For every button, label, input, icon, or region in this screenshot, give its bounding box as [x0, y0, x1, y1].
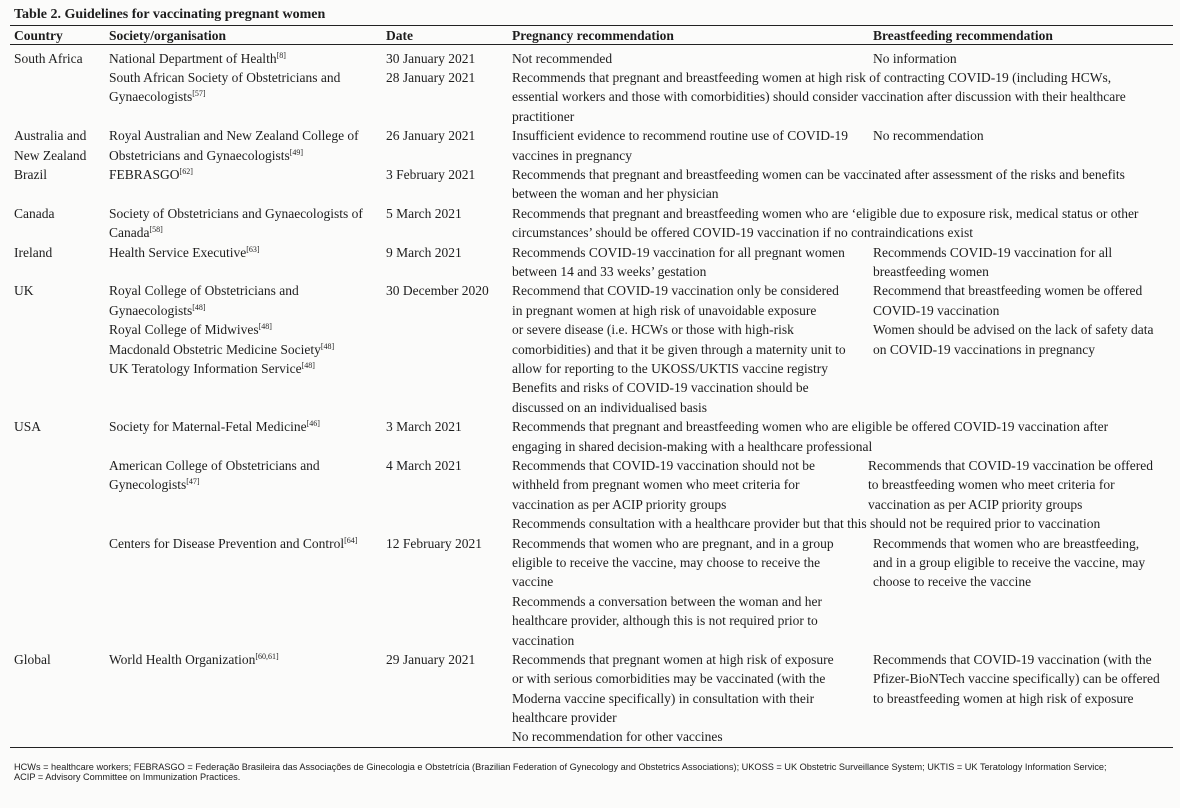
footnote-line: HCWs = healthcare workers; FEBRASGO = Federação Brasileira das Associações de Ginecologia e Obstetrícia (Brazilian Federation of Gynecology and Obstetrics Associations); UKOSS = UK Obstetric Surveillance System; UKTIS = UK Teratology Information Service;	[14, 762, 1107, 772]
row-south-africa-sasog-date-text: 28 January 2021	[386, 70, 476, 85]
row-anz-ranzcog-pregnancy	[512, 146, 632, 165]
row-uk-rcog-pregnancy	[512, 340, 846, 359]
row-uk-rcog-society-text: UK Teratology Information Service	[109, 361, 302, 376]
row-brazil-febrasgo-society	[109, 165, 193, 184]
row-global-who-country-text: Global	[14, 651, 51, 667]
row-canada-sogc-date-text: 5 March 2021	[386, 205, 462, 221]
row-ireland-hse-date	[386, 243, 462, 262]
row-uk-rcog-breastfeeding-text: on COVID-19 vaccinations in pregnancy	[873, 341, 1095, 357]
row-uk-rcog-pregnancy-text: allow for reporting to the UKOSS/UKTIS vaccine registry	[512, 361, 829, 376]
row-anz-ranzcog-society	[109, 146, 303, 165]
row-ireland-hse-country	[14, 243, 52, 262]
row-anz-ranzcog-country	[14, 126, 86, 145]
citation-ref: [64]	[344, 535, 358, 545]
row-global-who-pregnancy-text: Moderna vaccine specifically) in consultation with their	[512, 690, 815, 706]
row-usa-acog-pregnancy-text: withheld from pregnant women who meet criteria for	[512, 477, 800, 493]
row-uk-rcog-society	[109, 359, 315, 378]
row-global-who-breastfeeding-text: Pfizer-BioNTech vaccine specifically) can be offered	[873, 671, 1160, 687]
row-usa-smfm-combined-text: engaging in shared decision-making with a healthcare professional	[512, 438, 873, 454]
row-south-africa-sasog-society-text: South African Society of Obstetricians and	[109, 70, 341, 85]
row-global-who-breastfeeding	[873, 669, 1160, 688]
header-pregnancy: Pregnancy recommendation	[512, 28, 674, 43]
row-south-africa-ndoh-society	[109, 49, 286, 68]
row-usa-cdc-pregnancy-text: Recommends a conversation between the woman and her	[512, 593, 823, 609]
citation-ref: [57]	[192, 89, 206, 99]
row-uk-rcog-pregnancy-text: discussed on an individualised basis	[512, 399, 707, 415]
citation-ref: [49]	[289, 147, 304, 157]
row-usa-acog-pregnancy	[512, 456, 815, 475]
row-canada-sogc-combined	[512, 223, 973, 242]
row-brazil-febrasgo-country	[14, 165, 47, 184]
row-global-who-date-text: 29 January 2021	[386, 651, 476, 667]
row-usa-cdc-pregnancy-text: vaccination	[512, 632, 575, 648]
row-uk-rcog-pregnancy-text: in pregnant women at high risk of unavoidable exposure	[512, 302, 817, 318]
row-uk-rcog-breastfeeding-text: Recommend that breastfeeding women be offered	[873, 283, 1143, 299]
citation-ref: [46]	[306, 419, 320, 429]
row-usa-acog-combined	[512, 514, 1100, 533]
row-south-africa-ndoh-breastfeeding-text: No information	[873, 50, 957, 66]
row-ireland-hse-pregnancy	[512, 243, 845, 262]
row-usa-acog-pregnancy-text: vaccination as per ACIP priority groups	[512, 496, 727, 512]
row-anz-ranzcog-society	[109, 126, 359, 145]
row-ireland-hse-country-text: Ireland	[14, 244, 53, 260]
row-south-africa-sasog-date	[386, 68, 475, 87]
row-global-who-pregnancy	[512, 669, 825, 688]
citation-ref: [63]	[246, 244, 260, 254]
row-anz-ranzcog-society-text: Royal Australian and New Zealand College of	[109, 128, 359, 144]
row-south-africa-sasog-combined-text: essential workers and those with comorbidities) should consider vaccination after discussion with their healthcare	[512, 89, 1126, 105]
citation-ref: [58]	[149, 225, 163, 235]
row-anz-ranzcog-date	[386, 126, 475, 145]
row-ireland-hse-date-text: 9 March 2021	[386, 244, 462, 260]
row-ireland-hse-breastfeeding	[873, 243, 1112, 262]
row-uk-rcog-breastfeeding	[873, 340, 1095, 359]
row-uk-rcog-society-text: Royal College of Midwives	[109, 322, 259, 338]
row-usa-cdc-breastfeeding-text: choose to receive the vaccine	[873, 574, 1032, 590]
row-uk-rcog-date	[386, 281, 489, 300]
row-usa-acog-society	[109, 456, 320, 475]
row-usa-cdc-society	[109, 534, 357, 553]
row-uk-rcog-pregnancy-text: Benefits and risks of COVID-19 vaccination should be	[512, 380, 809, 396]
row-global-who-date	[386, 650, 475, 669]
row-anz-ranzcog-pregnancy-text: Insufficient evidence to recommend routine use of COVID-19	[512, 128, 849, 144]
row-usa-acog-society-text: American College of Obstetricians and	[109, 458, 320, 473]
row-brazil-febrasgo-combined	[512, 165, 1125, 184]
row-global-who-breastfeeding	[873, 689, 1134, 708]
row-ireland-hse-pregnancy-text: Recommends COVID-19 vaccination for all pregnant women	[512, 244, 845, 260]
row-global-who-pregnancy-text: Recommends that pregnant women at high risk of exposure	[512, 651, 834, 667]
row-south-africa-ndoh-date	[386, 49, 475, 68]
row-global-who-pregnancy	[512, 708, 617, 727]
row-anz-ranzcog-society-text: Obstetricians and Gynaecologists	[109, 147, 290, 163]
row-uk-rcog-breastfeeding	[873, 281, 1142, 300]
row-brazil-febrasgo-society-text: FEBRASGO	[109, 167, 180, 182]
row-south-africa-sasog-society	[109, 68, 340, 87]
row-usa-cdc-date-text: 12 February 2021	[386, 535, 482, 551]
row-usa-smfm-date	[386, 417, 462, 436]
row-usa-smfm-country	[14, 417, 41, 436]
row-uk-rcog-society	[109, 340, 334, 359]
row-usa-smfm-combined	[512, 417, 1108, 436]
row-uk-rcog-society-text: Royal College of Obstetricians and	[109, 283, 299, 299]
row-usa-acog-breastfeeding-text: Recommends that COVID-19 vaccination be offered	[868, 458, 1154, 473]
row-usa-smfm-country-text: USA	[14, 419, 42, 435]
row-south-africa-ndoh-date-text: 30 January 2021	[386, 50, 476, 66]
row-usa-cdc-society-text: Centers for Disease Prevention and Control	[109, 535, 345, 551]
row-ireland-hse-pregnancy	[512, 262, 706, 281]
row-uk-rcog-pregnancy-text: Recommend that COVID-19 vaccination only be considered	[512, 283, 839, 299]
row-ireland-hse-breastfeeding-text: Recommends COVID-19 vaccination for all	[873, 244, 1113, 260]
row-uk-rcog-pregnancy	[512, 359, 828, 378]
row-ireland-hse-breastfeeding-text: breastfeeding women	[873, 264, 989, 279]
row-usa-smfm-combined-text: Recommends that pregnant and breastfeeding women who are eligible be offered COVID-19 vaccination after	[512, 419, 1109, 435]
row-uk-rcog-society	[109, 281, 299, 300]
row-south-africa-ndoh-pregnancy	[512, 49, 612, 68]
row-usa-smfm-date-text: 3 March 2021	[386, 419, 462, 435]
row-global-who-society-text: World Health Organization	[109, 651, 256, 667]
row-uk-rcog-pregnancy	[512, 320, 794, 339]
row-south-africa-sasog-combined-text: Recommends that pregnant and breastfeeding women at high risk of contracting COVID-19 (including HCWs,	[512, 70, 1112, 85]
row-usa-cdc-date	[386, 534, 482, 553]
row-usa-smfm-society	[109, 417, 320, 436]
row-usa-acog-society	[109, 475, 200, 494]
bottom-rule	[10, 747, 1173, 748]
row-uk-rcog-society-text: Macdonald Obstetric Medicine Society	[109, 341, 321, 357]
row-canada-sogc-society	[109, 204, 363, 223]
row-usa-smfm-society-text: Society for Maternal-Fetal Medicine	[109, 419, 307, 435]
row-canada-sogc-combined-text: Recommends that pregnant and breastfeeding women who are ‘eligible due to exposure risk, medical status or other	[512, 205, 1139, 221]
row-anz-ranzcog-country-text: New Zealand	[14, 147, 87, 163]
citation-ref: [60,61]	[255, 651, 279, 661]
row-anz-ranzcog-pregnancy	[512, 126, 848, 145]
row-usa-acog-breastfeeding-text: vaccination as per ACIP priority groups	[868, 496, 1083, 512]
row-brazil-febrasgo-combined-text: Recommends that pregnant and breastfeeding women can be vaccinated after assessment of the risks and benefits	[512, 167, 1125, 182]
table-footnote	[14, 762, 1164, 783]
row-canada-sogc-society-text: Canada	[109, 225, 150, 241]
row-usa-acog-pregnancy	[512, 475, 800, 494]
citation-ref: [8]	[276, 50, 286, 60]
row-brazil-febrasgo-country-text: Brazil	[14, 167, 47, 182]
row-global-who-society	[109, 650, 279, 669]
row-usa-cdc-breastfeeding	[873, 553, 1145, 572]
row-global-who-pregnancy-text: healthcare provider	[512, 710, 617, 725]
row-usa-acog-breastfeeding	[868, 495, 1082, 514]
row-usa-cdc-breastfeeding	[873, 572, 1031, 591]
row-south-africa-sasog-society-text: Gynaecologists	[109, 89, 193, 105]
row-canada-sogc-combined-text: circumstances’ should be offered COVID-19 vaccination if no contraindications exist	[512, 225, 973, 241]
row-ireland-hse-pregnancy-text: between 14 and 33 weeks’ gestation	[512, 264, 707, 279]
row-canada-sogc-society-text: Society of Obstetricians and Gynaecologists of	[109, 205, 363, 221]
row-ireland-hse-society	[109, 243, 260, 262]
row-anz-ranzcog-breastfeeding	[873, 126, 984, 145]
row-uk-rcog-pregnancy	[512, 398, 707, 417]
footnote-line: ACIP = Advisory Committee on Immunization Practices.	[14, 772, 241, 783]
row-south-africa-ndoh-pregnancy-text: Not recommended	[512, 50, 613, 66]
row-south-africa-ndoh-breastfeeding	[873, 49, 957, 68]
row-south-africa-sasog-combined	[512, 87, 1126, 106]
row-canada-sogc-country	[14, 204, 54, 223]
row-anz-ranzcog-country	[14, 146, 86, 165]
row-global-who-breastfeeding-text: Recommends that COVID-19 vaccination (with the	[873, 651, 1152, 667]
row-usa-cdc-pregnancy	[512, 572, 553, 591]
row-usa-acog-breastfeeding	[868, 475, 1115, 494]
citation-ref: [48]	[258, 322, 272, 332]
row-global-who-pregnancy	[512, 650, 834, 669]
row-usa-acog-date	[386, 456, 462, 475]
top-rule	[10, 25, 1173, 26]
citation-ref: [48]	[192, 302, 206, 312]
row-uk-rcog-breastfeeding-text: Women should be advised on the lack of safety data	[873, 322, 1154, 338]
row-uk-rcog-pregnancy	[512, 378, 809, 397]
row-uk-rcog-breastfeeding	[873, 301, 999, 320]
row-usa-cdc-pregnancy-text: vaccine	[512, 574, 554, 590]
row-uk-rcog-pregnancy-text: comorbidities) and that it be given through a maternity unit to	[512, 341, 846, 357]
citation-ref: [47]	[186, 477, 200, 487]
row-uk-rcog-pregnancy	[512, 301, 816, 320]
row-uk-rcog-country	[14, 281, 34, 300]
row-global-who-breastfeeding	[873, 650, 1152, 669]
header-society: Society/organisation	[109, 28, 226, 43]
row-usa-cdc-breastfeeding-text: and in a group eligible to receive the vaccine, may	[873, 555, 1146, 570]
table-caption: Table 2. Guidelines for vaccinating pregnant women	[14, 7, 326, 22]
row-canada-sogc-combined	[512, 204, 1138, 223]
row-anz-ranzcog-breastfeeding-text: No recommendation	[873, 128, 984, 144]
row-south-africa-sasog-combined	[512, 107, 574, 126]
row-brazil-febrasgo-date	[386, 165, 475, 184]
row-global-who-pregnancy	[512, 727, 723, 746]
row-uk-rcog-country-text: UK	[14, 283, 34, 299]
row-usa-acog-pregnancy-text: Recommends that COVID-19 vaccination should not be	[512, 458, 815, 473]
row-anz-ranzcog-country-text: Australia and	[14, 128, 87, 144]
row-global-who-pregnancy-text: or with serious comorbidities may be vaccinated (with the	[512, 671, 826, 687]
row-anz-ranzcog-date-text: 26 January 2021	[386, 128, 476, 144]
row-usa-acog-society-text: Gynecologists	[109, 477, 187, 493]
row-south-africa-sasog-combined	[512, 68, 1111, 87]
row-usa-cdc-breastfeeding-text: Recommends that women who are breastfeeding,	[873, 535, 1140, 551]
row-usa-acog-breastfeeding-text: to breastfeeding women who meet criteria for	[868, 477, 1115, 493]
row-usa-cdc-pregnancy	[512, 553, 820, 572]
row-ireland-hse-breastfeeding	[873, 262, 989, 281]
row-usa-acog-breastfeeding	[868, 456, 1153, 475]
row-brazil-febrasgo-combined-text: between the woman and her physician	[512, 186, 719, 202]
header-rule	[10, 44, 1173, 45]
row-brazil-febrasgo-date-text: 3 February 2021	[386, 167, 476, 182]
row-global-who-pregnancy-text: No recommendation for other vaccines	[512, 729, 723, 745]
row-ireland-hse-society-text: Health Service Executive	[109, 244, 247, 260]
citation-ref: [48]	[320, 341, 335, 351]
header-breastfeeding: Breastfeeding recommendation	[873, 28, 1053, 43]
row-uk-rcog-society	[109, 320, 272, 339]
row-south-africa-ndoh-society-text: National Department of Health	[109, 50, 277, 66]
header-country: Country	[14, 28, 63, 43]
row-uk-rcog-society	[109, 301, 206, 320]
row-usa-cdc-pregnancy-text: Recommends that women who are pregnant, and in a group	[512, 535, 834, 551]
row-usa-cdc-pregnancy	[512, 631, 574, 650]
row-uk-rcog-breastfeeding	[873, 320, 1153, 339]
citation-ref: [48]	[301, 361, 315, 370]
row-usa-acog-date-text: 4 March 2021	[386, 458, 462, 473]
row-usa-cdc-pregnancy-text: healthcare provider, although this is not required prior to	[512, 613, 818, 629]
row-canada-sogc-society	[109, 223, 163, 242]
row-uk-rcog-breastfeeding-text: COVID-19 vaccination	[873, 302, 1000, 318]
header-date: Date	[386, 28, 413, 43]
row-global-who-breastfeeding-text: to breastfeeding women at high risk of exposure	[873, 690, 1134, 706]
citation-ref: [62]	[179, 167, 193, 176]
row-canada-sogc-country-text: Canada	[14, 205, 55, 221]
row-global-who-pregnancy	[512, 689, 814, 708]
row-canada-sogc-date	[386, 204, 462, 223]
row-usa-cdc-pregnancy	[512, 611, 818, 630]
row-south-africa-sasog-combined-text: practitioner	[512, 108, 575, 124]
row-uk-rcog-pregnancy	[512, 281, 839, 300]
row-uk-rcog-date-text: 30 December 2020	[386, 283, 489, 299]
row-global-who-country	[14, 650, 51, 669]
row-brazil-febrasgo-combined	[512, 184, 719, 203]
row-south-africa-sasog-society	[109, 87, 206, 106]
row-usa-cdc-breastfeeding	[873, 534, 1139, 553]
row-usa-smfm-combined	[512, 437, 872, 456]
row-usa-cdc-pregnancy	[512, 534, 834, 553]
row-uk-rcog-society-text: Gynaecologists	[109, 302, 193, 318]
row-south-africa-ndoh-country	[14, 49, 83, 68]
row-usa-acog-combined-text: Recommends consultation with a healthcare provider but that this should not be required prior to vaccination	[512, 516, 1101, 532]
row-usa-cdc-pregnancy-text: eligible to receive the vaccine, may choose to receive the	[512, 555, 821, 570]
row-south-africa-ndoh-country-text: South Africa	[14, 50, 83, 66]
row-anz-ranzcog-pregnancy-text: vaccines in pregnancy	[512, 147, 632, 163]
row-usa-acog-pregnancy	[512, 495, 726, 514]
row-usa-cdc-pregnancy	[512, 592, 822, 611]
row-uk-rcog-pregnancy-text: or severe disease (i.e. HCWs or those with high-risk	[512, 322, 794, 338]
